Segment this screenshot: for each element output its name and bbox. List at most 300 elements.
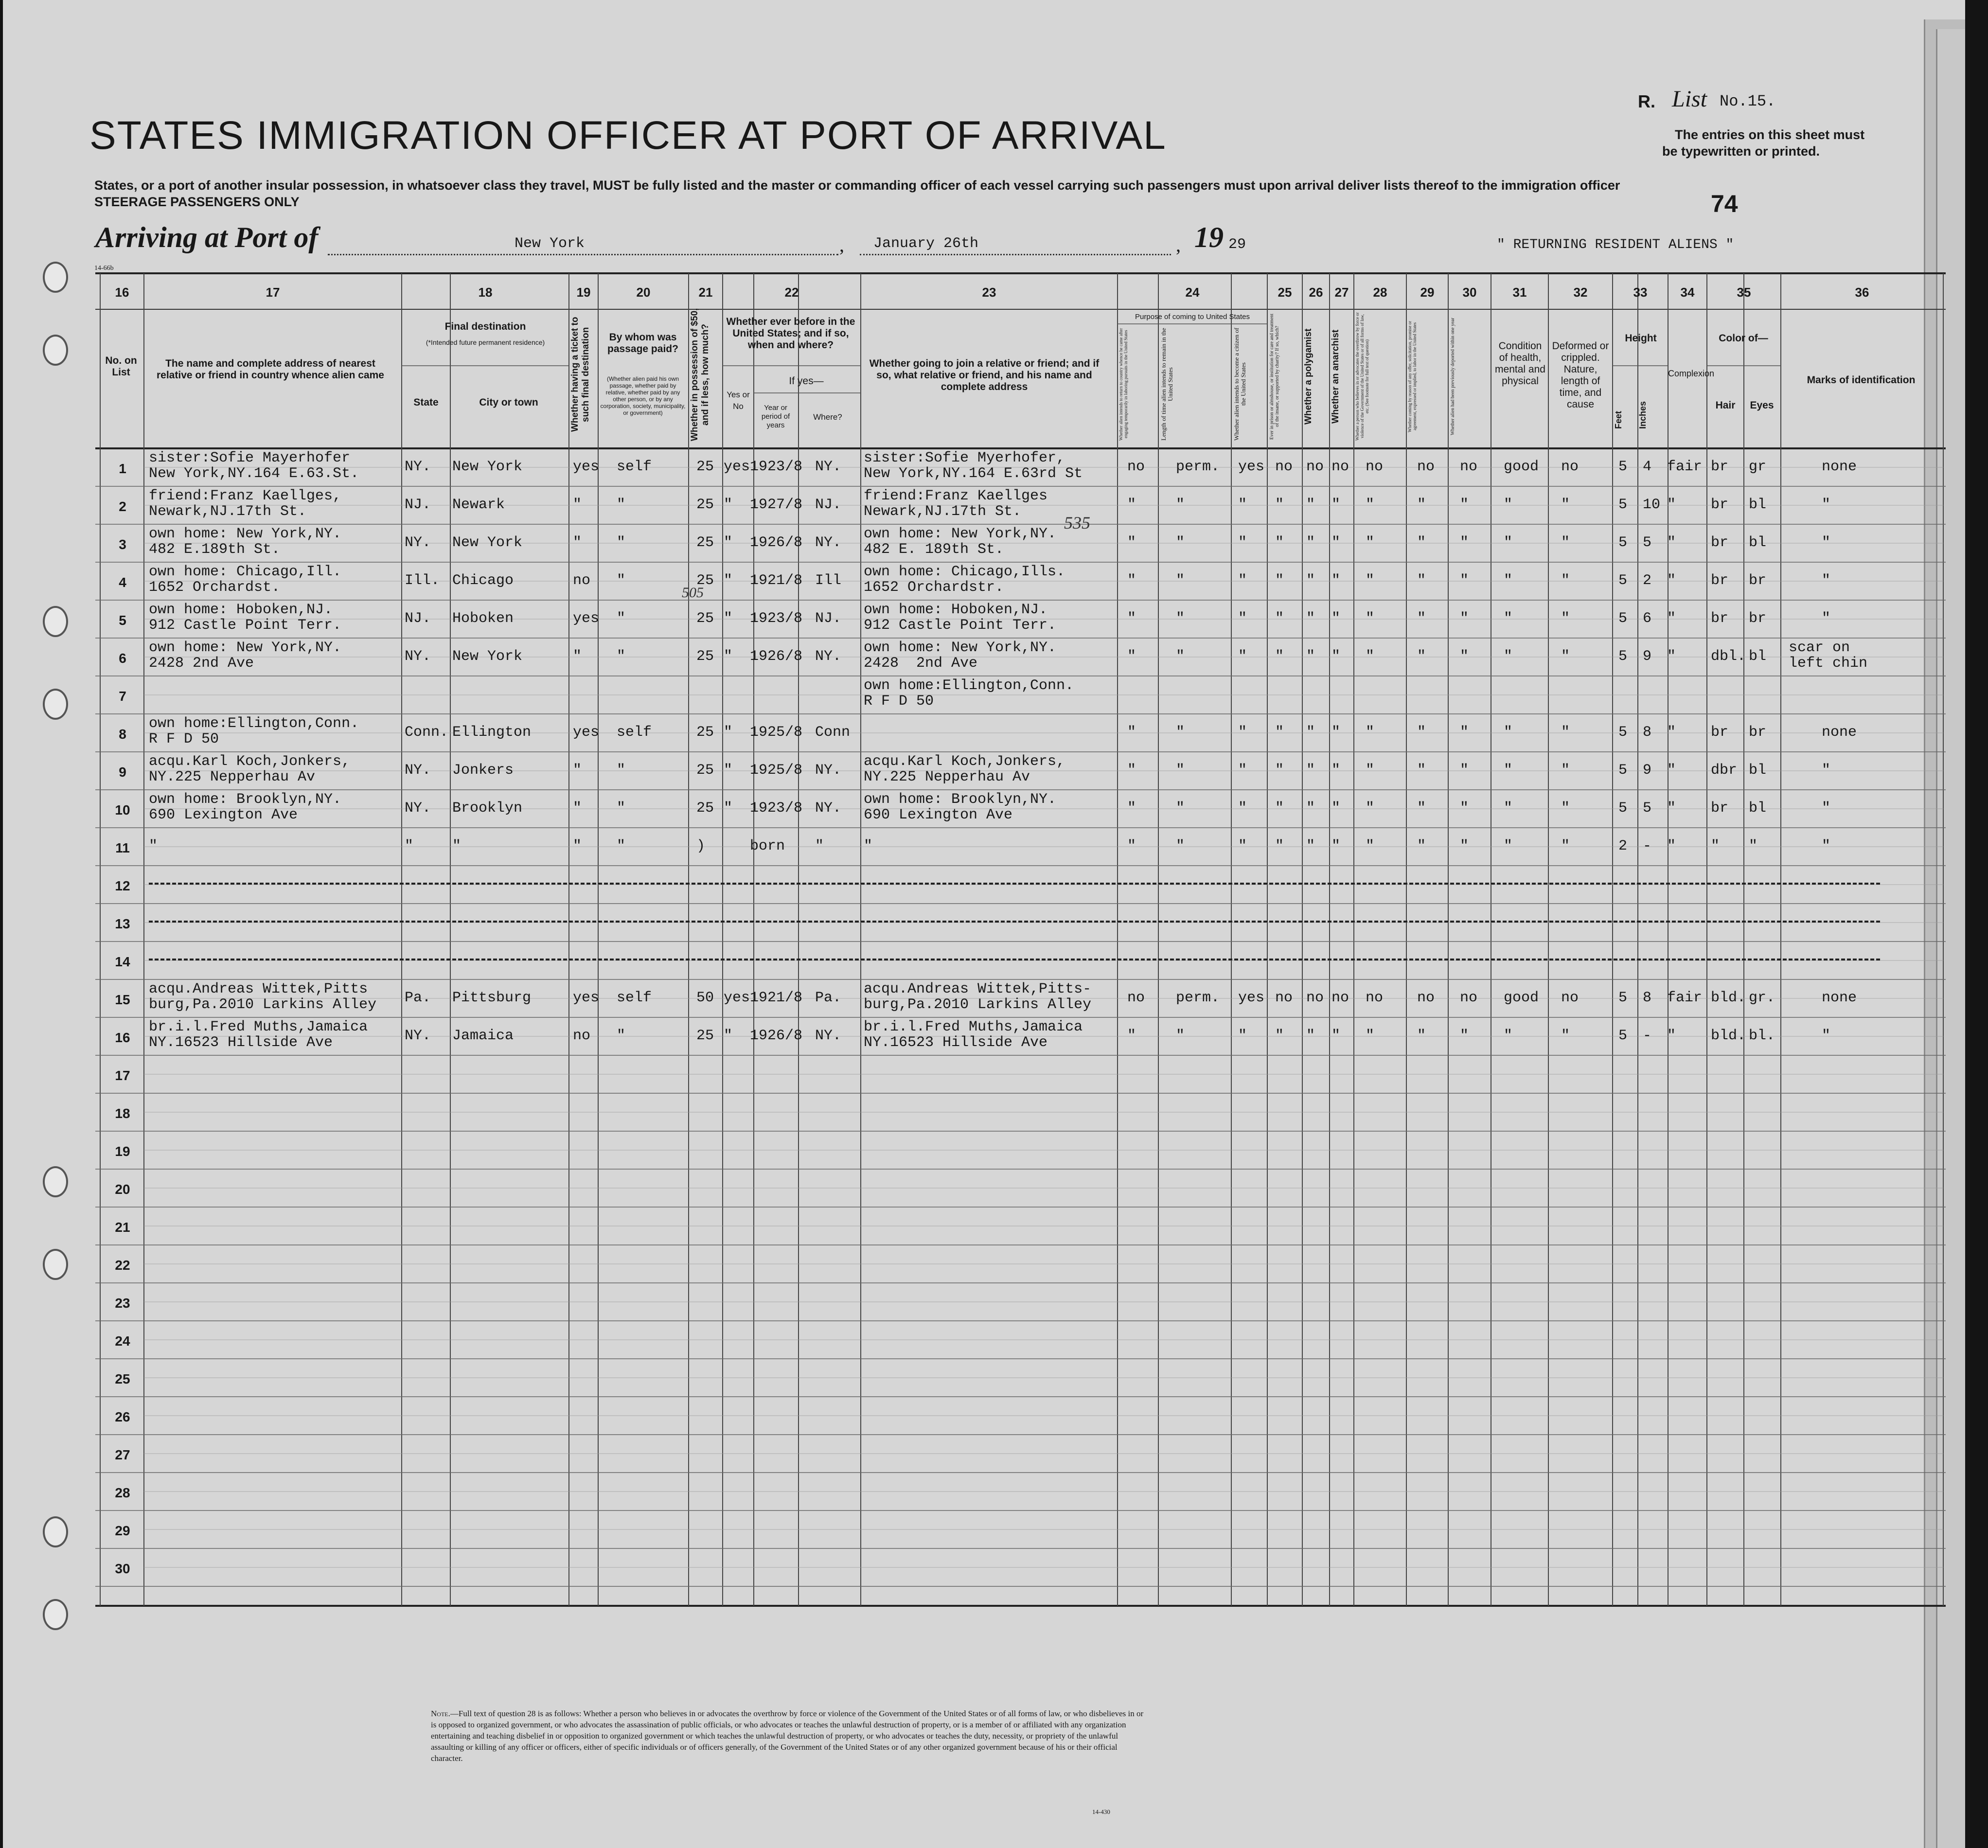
cell-relative: acqu.Andreas Wittek,Pitts burg,Pa.2010 Larkins Alley <box>149 981 377 1013</box>
cell-ticket: yes <box>573 990 600 1006</box>
cell-c24a: " <box>1127 610 1136 627</box>
cell-c24c: " <box>1238 724 1247 741</box>
cell-c32: " <box>1561 497 1570 513</box>
cell-c24c: " <box>1238 838 1247 854</box>
cell-where: NY. <box>815 648 842 665</box>
cell-years: 1921/8 <box>750 990 803 1006</box>
cell-state: NJ. <box>405 497 431 513</box>
cell-c28: no <box>1366 459 1384 475</box>
cell-c26: " <box>1306 838 1315 854</box>
header-polygamist: Whether a polygamist <box>1303 328 1314 425</box>
cell-state: Pa. <box>405 990 431 1006</box>
cell-c27: " <box>1331 838 1341 854</box>
column-number-20: 20 <box>636 285 651 300</box>
header-if-yes: If yes— <box>789 375 824 387</box>
cell-state: " <box>405 838 414 854</box>
cell-c25: " <box>1275 497 1284 513</box>
cell-where: Ill <box>815 572 842 589</box>
table-grid <box>3 0 1965 1848</box>
cell-c30: " <box>1460 534 1469 551</box>
cell-c31: good <box>1504 459 1539 475</box>
cell-marks: " <box>1822 534 1831 551</box>
cell-eyes: br <box>1749 610 1767 627</box>
cell-c24c: " <box>1238 497 1247 513</box>
cell-hair: dbr <box>1711 762 1738 779</box>
cell-c32: " <box>1561 572 1570 589</box>
cell-ever: " <box>724 724 733 741</box>
arrival-date: January 26th <box>873 235 979 252</box>
header-feet: Feet <box>1614 410 1623 429</box>
cell-city: New York <box>452 534 523 551</box>
cell-ticket: yes <box>573 724 600 741</box>
cell-paid: " <box>617 800 626 817</box>
void-dash-line <box>149 921 1880 923</box>
cell-state: Conn. <box>405 724 449 741</box>
cell-c27: " <box>1331 648 1341 665</box>
cell-c26: no <box>1306 990 1324 1006</box>
header-hair: Hair <box>1715 400 1736 411</box>
cell-complexion: " <box>1667 648 1676 665</box>
cell-c25: " <box>1275 610 1284 627</box>
page-number: 74 <box>1711 190 1738 217</box>
cell-join: " <box>864 838 873 854</box>
cell-feet: 5 <box>1618 724 1628 741</box>
row-number: 26 <box>115 1409 130 1424</box>
row-number: 4 <box>119 575 126 590</box>
header-color: Color of— <box>1719 333 1768 344</box>
cell-inches: 5 <box>1643 800 1652 817</box>
cell-marks: " <box>1822 838 1831 854</box>
cell-c28: " <box>1366 724 1375 741</box>
cell-complexion: " <box>1667 762 1676 779</box>
cell-c31: " <box>1504 610 1513 627</box>
cell-c31: " <box>1504 724 1513 741</box>
cell-join: own home: Chicago,Ills. 1652 Orchardstr. <box>864 564 1065 596</box>
header-city: City or town <box>479 397 538 408</box>
cell-c29: no <box>1417 990 1435 1006</box>
cell-ticket: " <box>573 838 582 854</box>
cell-c24a: " <box>1127 1028 1136 1044</box>
cell-feet: 5 <box>1618 610 1628 627</box>
header-deported: Whether alien had been previously deported within one year <box>1450 318 1456 435</box>
cell-c28: " <box>1366 610 1375 627</box>
cell-c25: " <box>1275 534 1284 551</box>
column-number-18: 18 <box>478 285 493 300</box>
cell-c28: no <box>1366 990 1384 1006</box>
cell-paid: " <box>617 648 626 665</box>
header-state: State <box>413 397 439 408</box>
cell-hair: br <box>1711 572 1729 589</box>
cell-feet: 5 <box>1618 497 1628 513</box>
row-number: 1 <box>119 461 126 476</box>
category-label: " RETURNING RESIDENT ALIENS " <box>1497 237 1734 252</box>
cell-c28: " <box>1366 838 1375 854</box>
cell-money: 25 <box>696 534 714 551</box>
cell-c24c: " <box>1238 762 1247 779</box>
column-number-22: 22 <box>784 285 799 300</box>
void-dash-line <box>149 959 1880 960</box>
port-of-arrival: New York <box>515 235 585 252</box>
cell-c30: no <box>1460 459 1478 475</box>
footnote <box>431 1708 1151 1764</box>
column-number-35: 35 <box>1737 285 1751 300</box>
cell-c24a: no <box>1127 459 1145 475</box>
cell-marks: " <box>1822 800 1831 817</box>
list-label: List <box>1672 86 1707 112</box>
arriving-label: Arriving at Port of <box>95 221 319 253</box>
column-number-26: 26 <box>1309 285 1323 300</box>
row-number: 20 <box>115 1182 130 1197</box>
cell-c24b: perm. <box>1176 459 1220 475</box>
cell-state: NY. <box>405 459 431 475</box>
cell-complexion: " <box>1667 838 1676 854</box>
cell-money: 25 <box>696 497 714 513</box>
cell-c25: " <box>1275 800 1284 817</box>
list-prefix: R. <box>1638 91 1655 111</box>
row-number: 18 <box>115 1106 130 1121</box>
cell-c29: " <box>1417 800 1426 817</box>
cell-join: friend:Franz Kaellges Newark,NJ.17th St. <box>864 488 1048 520</box>
column-number-27: 27 <box>1334 285 1349 300</box>
footnote-label: Note. <box>431 1709 450 1718</box>
cell-c28: " <box>1366 534 1375 551</box>
header-inches: Inches <box>1638 401 1648 429</box>
cell-c25: " <box>1275 762 1284 779</box>
column-number-25: 25 <box>1278 285 1292 300</box>
row-number: 2 <box>119 499 126 514</box>
cell-c26: no <box>1306 459 1324 475</box>
cell-inches: 6 <box>1643 610 1652 627</box>
header-purpose-a: Whether alien intends to return to country whence he came after engaging temporarily in laboring pursuits in the United States <box>1118 328 1128 441</box>
cell-where: Pa. <box>815 990 842 1006</box>
cell-c30: no <box>1460 990 1478 1006</box>
cell-c29: " <box>1417 648 1426 665</box>
row-number: 14 <box>115 954 130 969</box>
subtitle: States, or a port of another insular possession, in whatsoever class they travel, MUST be fully listed and the master or commanding officer of each vessel carrying such passengers must upon arrival deliver lists thereof to the immigration officer <box>94 178 1620 193</box>
cell-paid: self <box>617 459 652 475</box>
cell-inches: 2 <box>1643 572 1652 589</box>
cell-years: 1926/8 <box>750 534 803 551</box>
cell-city: Newark <box>452 497 505 513</box>
cell-c28: " <box>1366 762 1375 779</box>
cell-join: own home: New York,NY. 2428 2nd Ave <box>864 640 1057 672</box>
cell-state: NY. <box>405 534 431 551</box>
void-dash-line <box>149 883 1880 885</box>
cell-c31: good <box>1504 990 1539 1006</box>
header-yes-no: Yes or No <box>727 390 750 411</box>
cell-c24b: " <box>1176 1028 1185 1044</box>
cell-state: NY. <box>405 800 431 817</box>
cell-feet: 5 <box>1618 990 1628 1006</box>
instruction-line-1: The entries on this sheet must <box>1675 127 1865 142</box>
cell-years: 1926/8 <box>750 648 803 665</box>
header-labor-offer: Whether coming by reason of any offer, solicitation, promise or agreement, expressed or implied, to labor in the United States <box>1407 320 1417 432</box>
cell-ticket: no <box>573 1028 591 1044</box>
cell-c24a: " <box>1127 572 1136 589</box>
header-prison: Ever in prison or almshouse, or institution for care and treatment of the insane, or supported by charity? If so, which? <box>1269 313 1280 440</box>
header-passage-paid-sub: (Whether alien paid his own passage, whether paid by relative, whether paid by any other person, or by any corporation, society, municipality, or government) <box>600 375 686 416</box>
cell-city: Pittsburg <box>452 990 532 1006</box>
column-number-24: 24 <box>1185 285 1200 300</box>
header-purpose: Purpose of coming to United States <box>1135 313 1250 321</box>
cell-feet: 5 <box>1618 1028 1628 1044</box>
cell-c32: " <box>1561 762 1570 779</box>
header-money: Whether in possession of $50, and if less, how much? <box>690 308 710 441</box>
cell-c26: " <box>1306 648 1315 665</box>
cell-c32: no <box>1561 459 1579 475</box>
cell-where: NJ. <box>815 610 842 627</box>
cell-years: 1925/8 <box>750 724 803 741</box>
cell-c25: no <box>1275 990 1293 1006</box>
cell-eyes: br <box>1749 572 1767 589</box>
cell-relative: own home: New York,NY. 2428 2nd Ave <box>149 640 342 672</box>
cell-c29: " <box>1417 497 1426 513</box>
row-number: 10 <box>115 802 130 817</box>
manifest-sheet <box>3 0 1965 1848</box>
cell-money: 25 <box>696 610 714 627</box>
column-number-28: 28 <box>1373 285 1387 300</box>
header-ever-before: Whether ever before in the United States; and if so, when and where? <box>726 316 855 351</box>
cell-c32: " <box>1561 838 1570 854</box>
header-years: Year or period of years <box>761 404 790 429</box>
cell-hair: br <box>1711 724 1729 741</box>
cell-c24c: " <box>1238 1028 1247 1044</box>
cell-c24c: " <box>1238 648 1247 665</box>
cell-marks: " <box>1822 572 1831 589</box>
cell-c26: " <box>1306 800 1315 817</box>
cell-years: 1923/8 <box>750 459 803 475</box>
cell-hair: br <box>1711 534 1729 551</box>
cell-c31: " <box>1504 648 1513 665</box>
cell-c24c: yes <box>1238 990 1265 1006</box>
row-number: 21 <box>115 1220 130 1235</box>
cell-c26: " <box>1306 534 1315 551</box>
row-number: 8 <box>119 727 126 742</box>
cell-c27: no <box>1331 990 1349 1006</box>
cell-where: " <box>815 838 824 854</box>
cell-marks: " <box>1822 762 1831 779</box>
cell-c31: " <box>1504 497 1513 513</box>
cell-hair: br <box>1711 497 1729 513</box>
cell-join: own home: Hoboken,NJ. 912 Castle Point Terr. <box>864 602 1057 634</box>
cell-c31: " <box>1504 572 1513 589</box>
cell-complexion: fair <box>1667 459 1703 475</box>
cell-c24c: " <box>1238 534 1247 551</box>
margin-annotation: 535 <box>1064 513 1090 533</box>
cell-complexion: " <box>1667 800 1676 817</box>
cell-paid: " <box>617 1028 626 1044</box>
cell-hair: bld. <box>1711 990 1746 1006</box>
cell-hair: " <box>1711 838 1720 854</box>
cell-c27: " <box>1331 1028 1341 1044</box>
cell-c24b: " <box>1176 648 1185 665</box>
cell-c30: " <box>1460 724 1469 741</box>
cell-c30: " <box>1460 1028 1469 1044</box>
cell-c30: " <box>1460 838 1469 854</box>
cell-city: Hoboken <box>452 610 514 627</box>
cell-ticket: yes <box>573 610 600 627</box>
cell-c29: no <box>1417 459 1435 475</box>
row-number: 25 <box>115 1371 130 1386</box>
cell-hair: br <box>1711 459 1729 475</box>
row-number: 28 <box>115 1485 130 1500</box>
column-number-29: 29 <box>1420 285 1435 300</box>
page-title: STATES IMMIGRATION OFFICER AT PORT OF ARRIVAL <box>89 113 1167 158</box>
cell-join: own home: Brooklyn,NY. 690 Lexington Ave <box>864 791 1057 823</box>
cell-c29: " <box>1417 838 1426 854</box>
cell-ever: yes <box>724 459 750 475</box>
cell-join: own home: New York,NY. 482 E. 189th St. <box>864 526 1057 558</box>
cell-where: NJ. <box>815 497 842 513</box>
column-number-33: 33 <box>1633 285 1648 300</box>
header-no-on-list: No. on List <box>105 355 137 378</box>
cell-c24c: yes <box>1238 459 1265 475</box>
cell-c30: " <box>1460 762 1469 779</box>
cell-c29: " <box>1417 762 1426 779</box>
form-code: 14-66b <box>94 265 114 272</box>
cell-money: 25 <box>696 1028 714 1044</box>
header-overthrow: Whether a person who believes in or advocates the overthrow by force or violence of the Government of the United States or of all forms of law, etc. (See footnote for full text of question) <box>1355 312 1369 441</box>
cell-state: NY. <box>405 648 431 665</box>
cell-eyes: gr <box>1749 459 1767 475</box>
cell-state: NY. <box>405 1028 431 1044</box>
row-number: 22 <box>115 1258 130 1273</box>
header-height: Height <box>1625 333 1657 344</box>
cell-city: Ellington <box>452 724 532 741</box>
cell-ever: " <box>724 610 733 627</box>
cell-join: acqu.Karl Koch,Jonkers, NY.225 Nepperhau Av <box>864 753 1065 785</box>
cell-feet: 2 <box>1618 838 1628 854</box>
cell-c27: " <box>1331 724 1341 741</box>
cell-feet: 5 <box>1618 648 1628 665</box>
cell-marks: none <box>1822 459 1857 475</box>
cell-ever: " <box>724 762 733 779</box>
cell-c26: " <box>1306 610 1315 627</box>
cell-ticket: " <box>573 497 582 513</box>
header-join-relative: Whether going to join a relative or friend; and if so, what relative or friend, and his name and complete address <box>869 358 1100 392</box>
cell-c32: " <box>1561 800 1570 817</box>
cell-paid: " <box>617 762 626 779</box>
cell-where: NY. <box>815 534 842 551</box>
cell-c31: " <box>1504 1028 1513 1044</box>
cell-c25: " <box>1275 648 1284 665</box>
cell-feet: 5 <box>1618 800 1628 817</box>
column-number-21: 21 <box>698 285 713 300</box>
cell-inches: 5 <box>1643 534 1652 551</box>
cell-ticket: no <box>573 572 591 589</box>
cell-c27: " <box>1331 572 1341 589</box>
cell-state: NY. <box>405 762 431 779</box>
cell-c24a: " <box>1127 648 1136 665</box>
cell-ever: " <box>724 648 733 665</box>
row-number: 6 <box>119 651 126 666</box>
cell-where: NY. <box>815 762 842 779</box>
column-number-16: 16 <box>115 285 129 300</box>
cell-paid: " <box>617 838 626 854</box>
header-marks: Marks of identification <box>1807 374 1916 386</box>
cell-c30: " <box>1460 497 1469 513</box>
margin-annotation: 505 <box>682 585 704 601</box>
cell-money: 25 <box>696 762 714 779</box>
cell-city: Chicago <box>452 572 514 589</box>
cell-feet: 5 <box>1618 534 1628 551</box>
cell-c32: " <box>1561 724 1570 741</box>
row-number: 16 <box>115 1030 130 1045</box>
cell-c30: " <box>1460 610 1469 627</box>
cell-marks: " <box>1822 497 1831 513</box>
cell-years: 1925/8 <box>750 762 803 779</box>
cell-paid: " <box>617 572 626 589</box>
row-number: 11 <box>115 840 130 855</box>
cell-eyes: bl <box>1749 534 1767 551</box>
cell-c32: " <box>1561 1028 1570 1044</box>
cell-inches: 9 <box>1643 648 1652 665</box>
cell-c24b: " <box>1176 800 1185 817</box>
cell-ticket: " <box>573 648 582 665</box>
year-prefix: 19 <box>1194 221 1224 253</box>
cell-hair: br <box>1711 800 1729 817</box>
cell-eyes: " <box>1749 838 1758 854</box>
cell-c28: " <box>1366 1028 1375 1044</box>
comma: , <box>839 234 844 256</box>
cell-ever: " <box>724 534 733 551</box>
cell-c25: " <box>1275 724 1284 741</box>
header-eyes: Eyes <box>1750 400 1774 411</box>
cell-c30: " <box>1460 800 1469 817</box>
cell-hair: br <box>1711 610 1729 627</box>
cell-complexion: " <box>1667 1028 1676 1044</box>
cell-relative: friend:Franz Kaellges, Newark,NJ.17th St. <box>149 488 342 520</box>
cell-relative: own home: Chicago,Ill. 1652 Orchardst. <box>149 564 342 596</box>
cell-relative: br.i.l.Fred Muths,Jamaica NY.16523 Hillside Ave <box>149 1019 368 1051</box>
row-number: 3 <box>119 537 126 552</box>
steerage-label: STEERAGE PASSENGERS ONLY <box>94 195 300 209</box>
cell-c27: " <box>1331 800 1341 817</box>
cell-c24c: " <box>1238 572 1247 589</box>
cell-relative: own home: Hoboken,NJ. 912 Castle Point Terr. <box>149 602 342 634</box>
cell-eyes: bl <box>1749 762 1767 779</box>
header-where: Where? <box>813 412 842 422</box>
header-anarchist: Whether an anarchist <box>1331 329 1341 424</box>
cell-relative: own home: Brooklyn,NY. 690 Lexington Ave <box>149 791 342 823</box>
row-number: 12 <box>115 878 130 893</box>
row-number: 17 <box>115 1068 130 1083</box>
cell-marks: none <box>1822 990 1857 1006</box>
cell-years: 1923/8 <box>750 800 803 817</box>
column-number-23: 23 <box>982 285 996 300</box>
row-number: 9 <box>119 764 126 780</box>
cell-city: New York <box>452 459 523 475</box>
cell-city: Brooklyn <box>452 800 523 817</box>
footnote-text: —Full text of question 28 is as follows: Whether a person who believes in or advocates the overthrow by force or violence of the Government of the United States or of all forms of law, or who disbelieves in or is opposed to organized government, or who advocates the assassination of public officials, or who advocates or teaches the unlawful destruction of property, or is a member of or affiliated with any organization entertaining and teaching disbelief in or opposition to organized government or which teaches the unlawful destruction of property, or who advocates or teaches the duty, necessity, or propriety of the unlawful assaulting or killing of any officer or officers, either of specific individuals or of officers generally, of the Government of the United States or of any other organized government because of his or their official character. <box>431 1709 1144 1763</box>
cell-ticket: " <box>573 762 582 779</box>
row-number: 7 <box>119 689 126 704</box>
column-number-17: 17 <box>266 285 280 300</box>
row-number: 27 <box>115 1447 130 1462</box>
footnote-code: 14-430 <box>1092 1808 1110 1815</box>
cell-join: own home:Ellington,Conn. R F D 50 <box>864 677 1074 710</box>
row-number: 15 <box>115 992 130 1007</box>
cell-money: 50 <box>696 990 714 1006</box>
cell-c24b: " <box>1176 762 1185 779</box>
cell-years: 1926/8 <box>750 1028 803 1044</box>
cell-money: 25 <box>696 724 714 741</box>
cell-eyes: br <box>1749 724 1767 741</box>
row-number: 29 <box>115 1523 130 1538</box>
row-number: 19 <box>115 1144 130 1159</box>
cell-c31: " <box>1504 534 1513 551</box>
cell-city: " <box>452 838 462 854</box>
